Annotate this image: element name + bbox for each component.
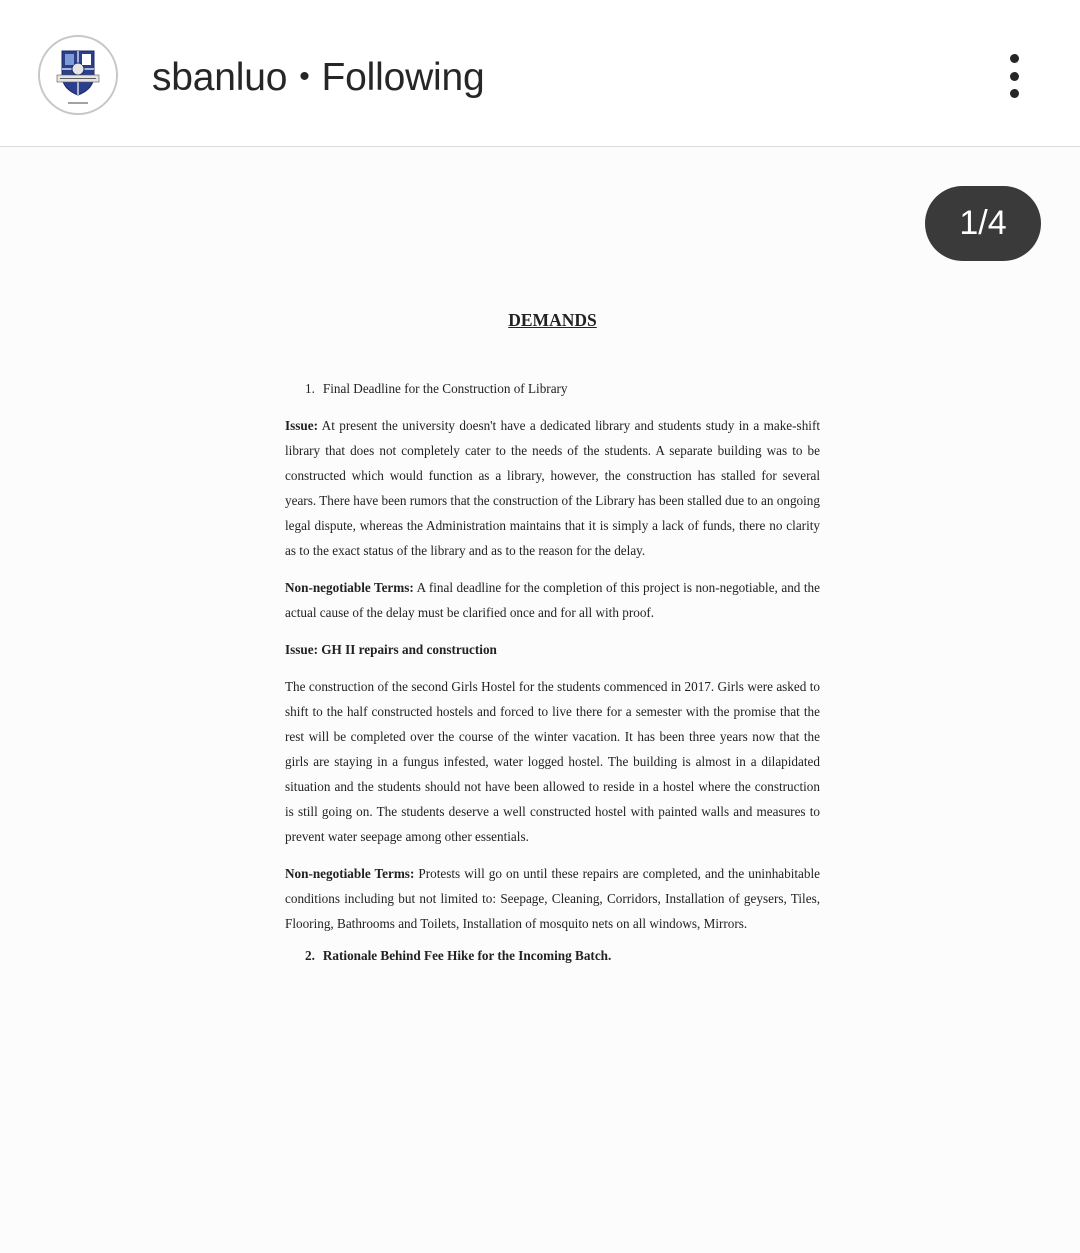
terms-1-label: Non-negotiable Terms: (285, 580, 414, 595)
demand-1-title: Final Deadline for the Construction of Library (322, 381, 568, 396)
issue-1-text: At present the university doesn't have a dedicated library and students study in a make-shift library that does not completely cater to the needs of the students. A separate building was to be constructed which would function as a library, however, the construction has stalled for several years. There have been rumors that the construction of the Library has been stalled due to an ongoing legal dispute, whereas the Administration maintains that it is simply a lack of funds, there no clarity as to the exact status of the library and as to the reason for the delay. (285, 418, 821, 558)
issue-2-heading: Issue: GH II repairs and construction (285, 642, 497, 657)
issue-2-paragraph: The construction of the second Girls Hostel for the students commenced in 2017. Girls were asked to shift to the half constructed hostels and forced to live there for a semester with the promise that the rest will be completed over the course of the winter vacation. It has been three years now that the girls are staying in a fungus infested, water logged hostel. The building is almost in a dilapidated situation and the students should not have been allowed to reside in a hostel where the construction is still going on. The students deserve a well constructed hostel with painted walls and measures to prevent water seepage among other essentials. (285, 679, 820, 844)
separator-dot: • (299, 60, 310, 93)
follow-status-button[interactable]: Following (321, 56, 485, 99)
demand-2-heading (285, 948, 820, 964)
document-title: DEMANDS (508, 310, 597, 330)
terms-2-paragraph (285, 861, 820, 936)
more-dot (1010, 72, 1019, 81)
document-page (285, 300, 820, 964)
username-follow-line (152, 56, 484, 100)
username-link[interactable]: sbanluo (152, 56, 288, 99)
more-dot (1010, 54, 1019, 63)
profile-avatar[interactable] (38, 35, 118, 115)
terms-2-label: Non-negotiable Terms: (285, 866, 415, 881)
issue-1-label: Issue: (285, 418, 318, 433)
issue-1-paragraph (285, 413, 820, 563)
more-options-icon[interactable] (994, 50, 1034, 102)
demand-2-number: 2. (305, 948, 315, 963)
demand-2-title: Rationale Behind Fee Hike for the Incoming Batch. (322, 948, 612, 963)
more-dot (1010, 89, 1019, 98)
terms-2-text: Protests will go on until these repairs are completed, and the uninhabitable conditions including but not limited to: Seepage, Cleaning, Corridors, Installation of geysers, Tiles, Flooring, Bathrooms and Toilets, Installation of mosquito nets on all windows, Mirrors. (285, 866, 821, 931)
demand-1-heading (285, 381, 820, 397)
terms-1-paragraph (285, 575, 820, 625)
terms-1-text: A final deadline for the completion of this project is non-negotiable, and the actual cause of the delay must be clarified once and for all with proof. (285, 580, 820, 620)
post-header (0, 0, 1080, 147)
demand-1-number: 1. (305, 381, 315, 396)
page-counter-badge: 1/4 (925, 186, 1041, 261)
university-crest-logo (40, 37, 116, 113)
